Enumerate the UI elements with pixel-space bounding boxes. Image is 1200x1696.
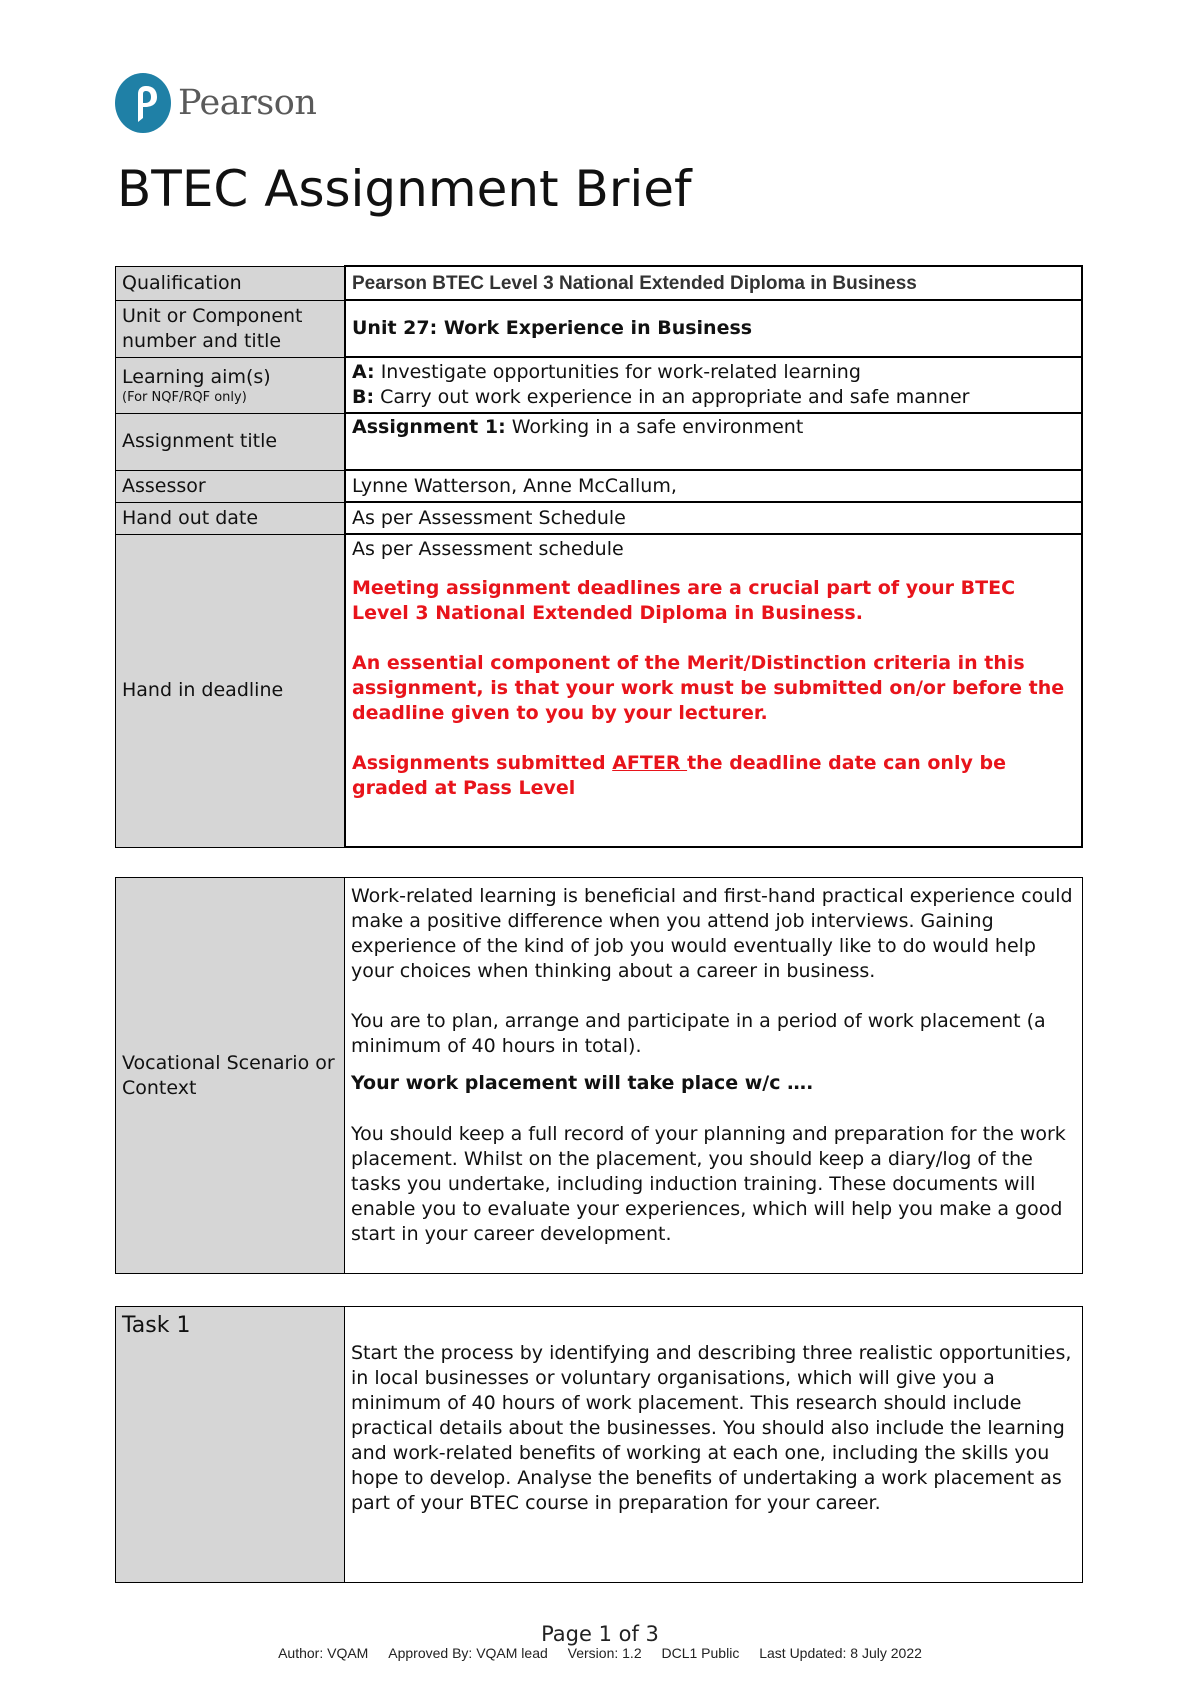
table-row [116,470,1083,502]
deadline-warning-3-pre: Assignments submitted [352,752,613,774]
pearson-logo [114,72,316,134]
footer-classification: DCL1 Public [661,1645,740,1661]
hand-out-value: As per Assessment Schedule [345,502,1082,534]
deadline-warning-1: Meeting assignment deadlines are a crucial part of your BTEC Level 3 National Extended Diploma in Business. [352,577,1016,624]
pearson-p-icon [114,72,172,134]
deadline-warning-3 [352,751,1075,801]
aim-b-text: Carry out work experience in an appropriate and safe manner [374,386,970,408]
table-row [116,1307,1083,1583]
assignment-title-text: Working in a safe environment [505,416,804,438]
table-row [116,502,1083,534]
scenario-paragraph-4: You should keep a full record of your planning and preparation for the work placement. Whilst on the placement, you should keep a diary/log of the tasks you undertake, including induction training. These documents will enable you to evaluate your experiences, which will help you make a good start in your career development. [351,1123,1066,1245]
qualification-value [345,266,1082,300]
pearson-wordmark: Pearson [178,83,317,123]
unit-label: Unit or Component number and title [116,300,346,357]
table-row [116,357,1083,413]
scenario-value [345,878,1083,1274]
assessor-value: Lynne Watterson, Anne McCallum, [345,470,1082,502]
hand-in-value [345,534,1082,847]
scenario-paragraph-3: Your work placement will take place w/c …. [351,1072,814,1094]
scenario-paragraph-2: You are to plan, arrange and participate in a period of work placement (a minimum of 40 hours in total). [351,1010,1046,1057]
learning-aims-note: (For NQF/RQF only) [122,390,247,405]
qualification-label: Qualification [116,266,346,300]
unit-value: Unit 27: Work Experience in Business [345,300,1082,357]
hand-in-label: Hand in deadline [116,534,346,847]
document-metadata [0,1645,1200,1661]
assignment-info-table [115,265,1083,848]
assessor-label: Assessor [116,470,346,502]
table-row [116,534,1083,847]
assignment-title-label: Assignment title [116,413,346,470]
table-row [116,413,1083,470]
assignment-number: Assignment 1: [352,416,506,438]
assignment-title-value [345,413,1082,470]
learning-aims-value [345,357,1082,413]
footer-author: Author: VQAM [278,1645,369,1661]
footer-approved: Approved By: VQAM lead [388,1645,548,1661]
scenario-paragraph-1: Work-related learning is beneficial and first-hand practical experience could make a positive difference when you attend job interviews. Gaining experience of the kind of job you would eventually like to do would help your choices when thinking about a career in business. [351,885,1073,982]
task-description: Start the process by identifying and describing three realistic opportunities, in local businesses or voluntary organisations, which will give you a minimum of 40 hours of work placement. This research should include practical details about the businesses. You should also include the learning and work-related benefits of working at each one, including the skills you hope to develop. Analyse the benefits of undertaking a work placement as part of your BTEC course in preparation for your career. [345,1307,1083,1583]
scenario-table [115,877,1083,1274]
hand-out-label: Hand out date [116,502,346,534]
aim-b-key: B: [352,386,375,408]
table-row [116,266,1083,300]
deadline-warning-2: An essential component of the Merit/Distinction criteria in this assignment, is that your work must be submitted on/or before the deadline given to you by your lecturer. [352,652,1065,724]
learning-aims-label [116,357,346,413]
aim-a-text: Investigate opportunities for work-related learning [374,361,861,383]
learning-aims-label-text: Learning aim(s) [122,366,271,388]
aim-a-key: A: [352,361,375,383]
deadline-warning-3-after: AFTER [612,752,688,774]
table-row [116,300,1083,357]
task-table [115,1306,1083,1583]
footer-updated: Last Updated: 8 July 2022 [759,1645,922,1661]
footer-version: Version: 1.2 [567,1645,642,1661]
hand-in-schedule: As per Assessment schedule [352,538,624,560]
deadline-warning-3-post: the deadline date can only be graded at Pass Level [352,752,1006,799]
table-row [116,878,1083,1274]
page-title: BTEC Assignment Brief [117,160,692,218]
task-label: Task 1 [116,1307,345,1583]
scenario-label: Vocational Scenario or Context [116,878,345,1274]
page-number: Page 1 of 3 [541,1622,659,1646]
qualification-text: Pearson BTEC Level 3 National Extended Diploma in Business [352,272,917,294]
